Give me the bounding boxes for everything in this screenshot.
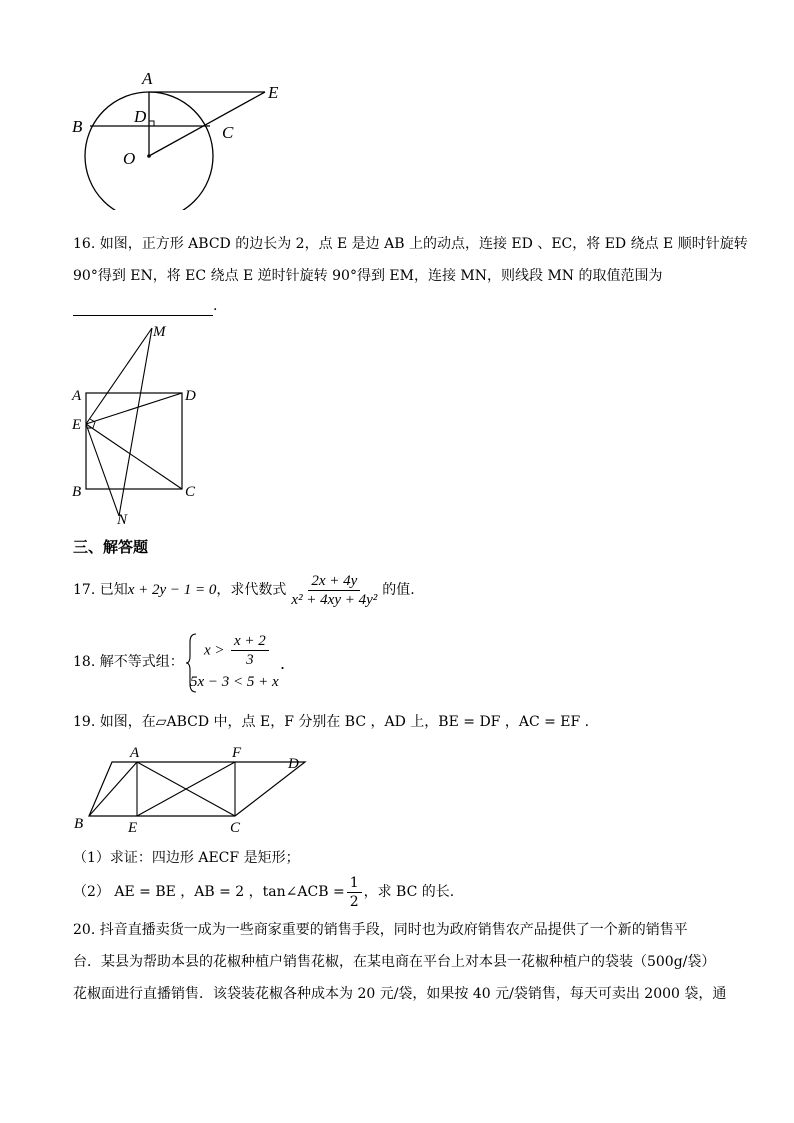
- square-abcd: [86, 393, 182, 489]
- q19-fraction: [347, 874, 362, 911]
- label-o: O: [123, 149, 136, 168]
- q20-line3: 花椒面进行直播销售．该袋装花椒各种成本为 20 元/袋，如果按 40 元/袋销售，每天可卖出 2000 袋，通: [73, 986, 727, 1002]
- label-e2: E: [72, 417, 82, 433]
- label-b: B: [72, 117, 83, 136]
- q19-line: 19. 如图，在▱ABCD 中，点 E，F 分别在 BC ，AD 上，BE = DF ，AC = EF .: [73, 714, 590, 730]
- q18-denominator: 3: [246, 652, 254, 668]
- q19-part1: （1）求证：四边形 AECF 是矩形；: [73, 850, 300, 866]
- parallelogram-figure: [60, 740, 320, 840]
- answer-blank: [73, 301, 213, 316]
- q16-line2: 90°得到 EN，将 EC 绕点 E 逆时针旋转 90°得到 EM，连接 MN，则线段 MN 的取值范围为: [73, 268, 663, 284]
- q18-fraction: [231, 632, 269, 669]
- label-b3: B: [74, 816, 84, 832]
- center-dot: [147, 154, 151, 158]
- q20-line2: 台．某县为帮助本县的花椒种植户销售花椒，在某电商在平台上对本县一花椒种植户的袋装（500g/袋）: [73, 954, 716, 970]
- segment-ab3: [89, 762, 137, 816]
- q16-answer-line: [73, 296, 217, 316]
- q18-ineq2: 5x − 3 < 5 + x: [190, 674, 279, 690]
- q19-numerator: 1: [347, 874, 362, 893]
- q17-mid: ，求代数式: [216, 582, 287, 598]
- q18-ineq1-left: x >: [204, 642, 225, 659]
- label-a3: A: [130, 745, 140, 761]
- label-c2: C: [185, 484, 196, 500]
- q19-part2-b: ，求 BC 的长.: [363, 884, 455, 900]
- label-d: D: [134, 107, 147, 126]
- label-e: E: [268, 83, 279, 102]
- q18-suffix: .: [280, 654, 286, 673]
- q17-denominator: x² + 4xy + 4y²: [291, 591, 378, 608]
- label-n2: N: [117, 512, 128, 528]
- label-a: A: [142, 69, 153, 88]
- label-e3: E: [128, 820, 138, 836]
- label-d3: D: [288, 756, 299, 772]
- segment-ec: [86, 424, 182, 489]
- parallelogram-abcd: [89, 762, 305, 816]
- q17-line: [73, 570, 415, 610]
- q18-prefix: 18. 解不等式组：: [73, 654, 184, 670]
- q16-line1: 16. 如图，正方形 ABCD 的边长为 2，点 E 是边 AB 上的动点，连接 ED 、EC，将 ED 绕点 E 顺时针旋转: [73, 236, 748, 252]
- label-c: C: [222, 123, 234, 142]
- circle-figure: [60, 60, 320, 210]
- q17-fraction: [288, 572, 380, 609]
- segment-en: [86, 424, 119, 516]
- section-heading: 三、解答题: [73, 538, 149, 556]
- label-f3: F: [232, 745, 242, 761]
- q20-line1: 20. 抖音直播卖货一成为一些商家重要的销售手段，同时也为政府销售农产品提供了一个新的销售平: [73, 922, 688, 938]
- q19-part2: [73, 872, 454, 912]
- q17-prefix: 17. 已知: [73, 582, 128, 598]
- q18-numerator: x + 2: [231, 632, 269, 651]
- q19-denominator: 2: [349, 893, 359, 910]
- segment-em: [86, 328, 152, 424]
- square-figure: [60, 316, 220, 528]
- q16-end: .: [213, 298, 218, 314]
- segment-ed: [86, 393, 182, 424]
- q17-condition: x + 2y − 1 = 0: [127, 582, 217, 598]
- label-a2: A: [72, 388, 82, 404]
- label-d2: D: [185, 388, 196, 404]
- label-c3: C: [230, 820, 241, 836]
- segment-mn: [119, 328, 152, 516]
- segment-oe: [149, 92, 265, 156]
- q17-numerator: 2x + 4y: [308, 572, 360, 591]
- q19-part2-a: （2） AE = BE ，AB = 2 ，tan∠ACB =: [73, 884, 345, 900]
- label-m: M: [153, 324, 166, 340]
- label-b2: B: [72, 484, 82, 500]
- q17-suffix: 的值.: [382, 582, 415, 598]
- right-angle-mark: [149, 121, 154, 126]
